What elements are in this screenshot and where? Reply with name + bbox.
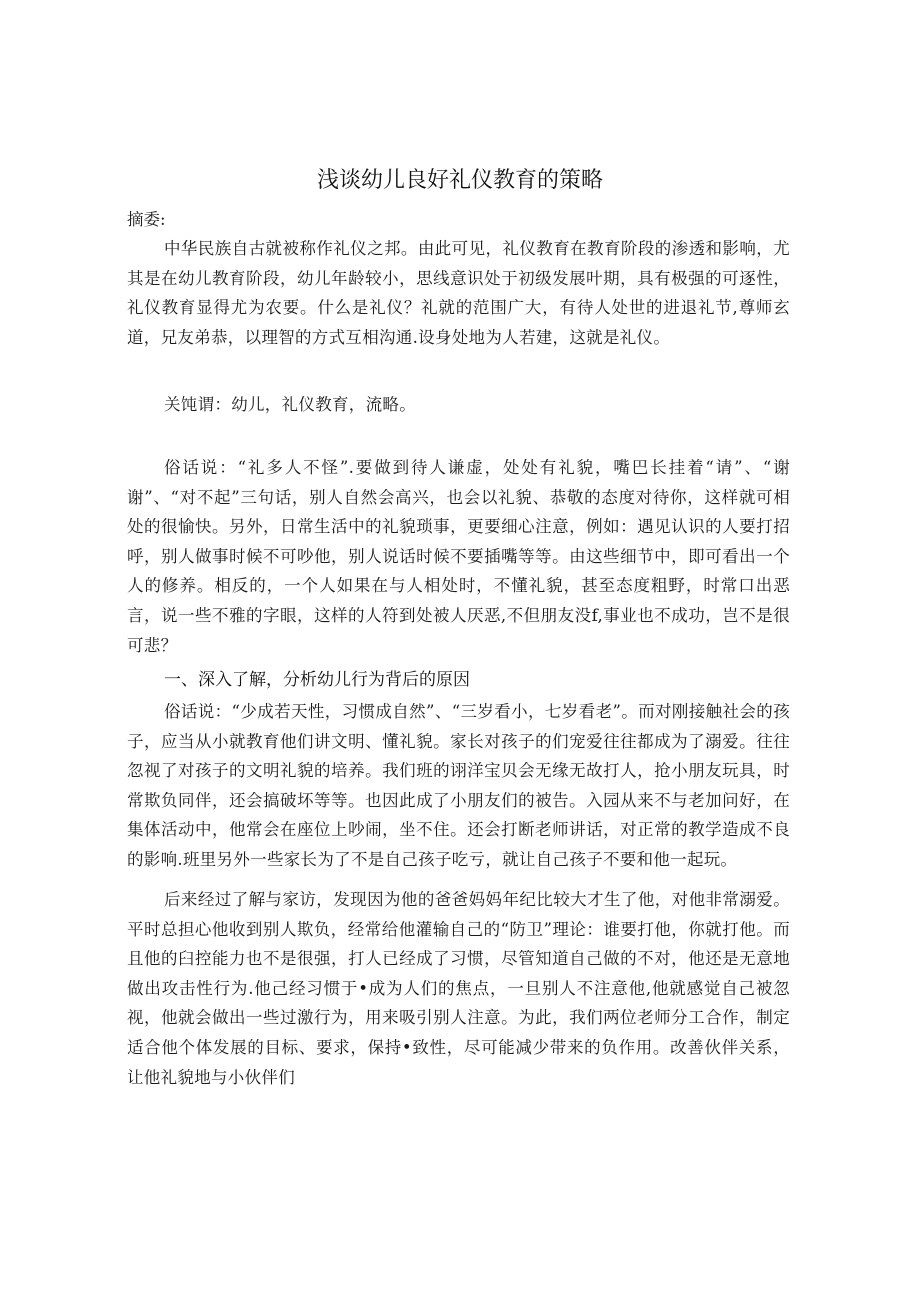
intro-text: 俗话说：“礼多人不怪”.要做到待人谦虚，处处有礼貌，嘴巴长挂着“请”、“谢谢”、“对不起”三句话，别人自然会高兴，也会以礼貌、恭敬的态度对待你，这样就可相处的很愉快。另外，日常生活中的礼貌琐事，更要细心注意，例如：遇见认识的人要打招呼，别人做事时候不可吵他，别人说话时候不要插嘴等等。由这些细节中，即可看出一个人的修养。相反的，一个人如果在与人相处时，不懂礼貌，甚至态度粗野，时常口出恶言，说一些不雅的字眼，这样的人符到处被人厌恶,不但朋友没f,事业也不成功，岂不是很可悲？ (127, 458, 790, 655)
keywords-text: 关饨谓：幼儿，礼仪教育，流略。 (164, 395, 416, 414)
section-paragraph-1 (127, 697, 790, 875)
section-paragraph-1-text: 俗话说：“少成若天性，习惯成自然”、“三岁看小，七岁看老”。而对刚接触社会的孩子，应当从小就教育他们讲文明、懂礼貌。家长对孩子的们宠爱往往都成为了溺爱。往往忽视了对孩子的文明礼貌的培养。我们班的诩洋宝贝会无缘无故打人，抢小朋友玩具，时常欺负同伴，还会搞破坏等等。也因此成了小朋友们的被告。入园从来不与老加问好，在集体活动中，他常会在座位上吵闹，坐不住。还会打断老师讲话，对正常的教学造成不良的影响.班里另外一些家长为了不是自己孩子吃亏，就让自己孩子不要和他一起玩。 (127, 702, 790, 869)
section-heading: 一、深入了解，分析幼儿行为背后的原因 (164, 670, 470, 690)
abstract-paragraph (127, 234, 790, 352)
intro-paragraph (127, 453, 790, 660)
keywords-paragraph (127, 390, 790, 420)
section-paragraph-2-text: 后来经过了解与家访，发现因为他的爸爸妈妈年纪比较大才生了他，对他非常溺爱。平时总担心他收到别人欺负，经常给他灌输自己的“防卫”理论：谁要打他，你就打他。而且他的臼控能力也不是很强，打人已经成了习惯，尽管知道自己做的不对，他还是无意地做出攻击性行为.他己经习惯于•成为人们的焦点，一旦别人不注意他,他就感觉自己被忽视，他就会做出一些过激行为，用来吸引别人注意。为此，我们两位老师分工合作，制定适合他个体发展的目标、要求，保持•致性，尽可能减少带来的负作用。改善伙伴关系，让他礼貌地与小伙伴们 (127, 890, 790, 1087)
abstract-text: 中华民族自古就被称作礼仪之邦。由此可见，礼仪教育在教育阶段的渗透和影响，尤其是在幼儿教育阶段，幼儿年龄较小，思线意识处于初级发展叶期，具有极强的可逐性，礼仪教育显得尤为农要。什么是礼仪？礼就的范围广大，有待人处世的进退礼节,尊师玄道，兄友弟恭，以理智的方式互相沟通.设身处地为人若建，这就是礼仪。 (127, 239, 790, 347)
section-paragraph-2 (127, 885, 790, 1092)
document-title: 浅谈幼儿良好礼仪教育的策略 (316, 168, 603, 193)
abstract-label: 摘委: (127, 210, 166, 229)
